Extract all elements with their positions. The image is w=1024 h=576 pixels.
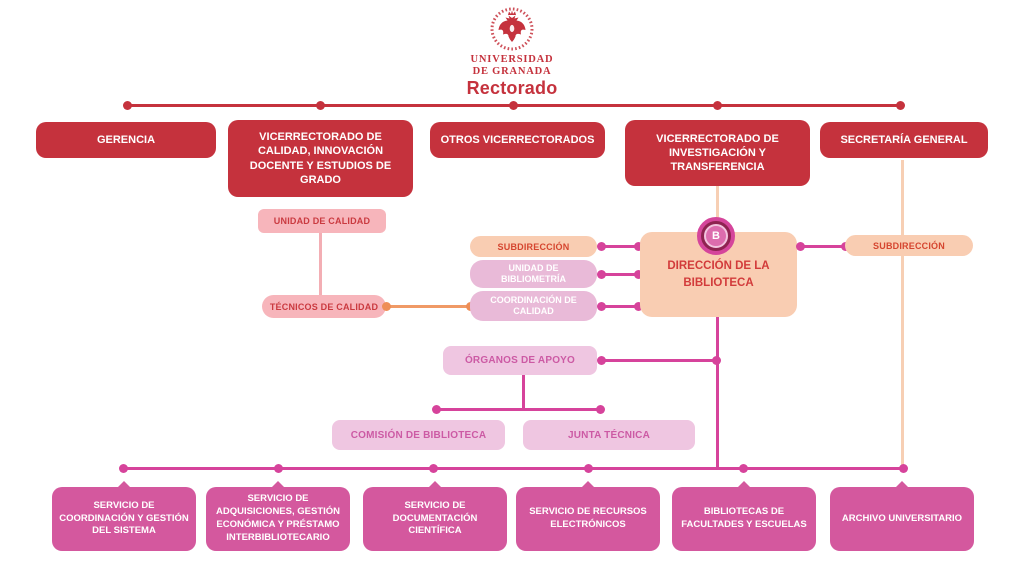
node-servicio-adquisiciones: [206, 487, 350, 551]
connector-dot: [597, 270, 606, 279]
notch: [737, 481, 751, 488]
connector-dot: [796, 242, 805, 251]
node-label: SERVICIO DE ADQUISICIONES, GESTIÓN ECONÓMICA Y PRÉSTAMO INTERBIBLIOTECARIO: [215, 493, 341, 543]
node-secretaria-general: SECRETARÍA GENERAL: [820, 122, 988, 158]
organos-vertical-line: [522, 375, 525, 409]
node-unidad-de-calidad: UNIDAD DE CALIDAD: [258, 209, 386, 233]
node-otros-vicerrectorados: OTROS VICERRECTORADOS: [430, 122, 605, 158]
connector-dot: [596, 405, 605, 414]
connector-dot: [316, 101, 325, 110]
connector-dot: [382, 302, 391, 311]
node-label: SERVICIO DE DOCUMENTACIÓN CIENTÍFICA: [392, 499, 478, 537]
connector-dot: [119, 464, 128, 473]
subdireccion-drop-line: [901, 256, 904, 468]
notch: [117, 481, 131, 488]
connector-dot: [713, 101, 722, 110]
connector-dot: [896, 101, 905, 110]
connector-dot: [432, 405, 441, 414]
university-name: [0, 54, 1024, 78]
node-servicio-documentacion: [363, 487, 507, 551]
node-subdireccion-left: SUBDIRECCIÓN: [470, 236, 597, 257]
node-tecnicos-de-calidad: TÉCNICOS DE CALIDAD: [262, 295, 386, 318]
node-unidad-de-bibliometria: UNIDAD DE BIBLIOMETRÍA: [470, 260, 597, 288]
organos-spread-line: [436, 408, 600, 411]
node-vicerrectorado-investigacion: VICERRECTORADO DE INVESTIGACIÓN Y TRANSFERENCIA: [625, 120, 810, 186]
connector-dot: [509, 101, 518, 110]
node-label: ARCHIVO UNIVERSITARIO: [841, 512, 963, 524]
node-servicio-coordinacion: [52, 487, 196, 551]
node-junta-tecnica: JUNTA TÉCNICA: [523, 420, 695, 450]
connector-dot: [712, 356, 721, 365]
services-trunk-line: [123, 467, 903, 470]
connector-dot: [597, 356, 606, 365]
notch: [428, 481, 442, 488]
connector-dot: [597, 302, 606, 311]
notch: [271, 481, 285, 488]
connector-dot: [597, 242, 606, 251]
connector-dot: [739, 464, 748, 473]
connector-dot: [274, 464, 283, 473]
node-direccion-biblioteca: DIRECCIÓN DE LA BIBLIOTECA: [640, 232, 797, 317]
biblioteca-badge: [697, 217, 735, 255]
orange-link-line: [386, 305, 470, 308]
university-name-line1: UNIVERSIDAD: [470, 54, 554, 65]
organos-link-line: [598, 359, 717, 362]
node-bibliotecas-facultades: [672, 487, 816, 551]
connector-dot: [899, 464, 908, 473]
node-subdireccion-right: SUBDIRECCIÓN: [845, 235, 973, 256]
connector-dot: [429, 464, 438, 473]
direccion-drop-line: [716, 317, 719, 468]
node-label: SERVICIO DE RECURSOS ELECTRÓNICOS: [529, 506, 647, 530]
investigacion-drop-line: [716, 186, 719, 218]
connector-dot: [123, 101, 132, 110]
notch: [895, 481, 909, 488]
calidad-vertical-line: [319, 233, 322, 295]
node-organos-de-apoyo: ÓRGANOS DE APOYO: [443, 346, 597, 375]
connector-dot: [584, 464, 593, 473]
rectorado-title: Rectorado: [466, 78, 558, 98]
node-label: BIBLIOTECAS DE FACULTADES Y ESCUELAS: [681, 506, 807, 530]
node-gerencia: GERENCIA: [36, 122, 216, 158]
node-label: SERVICIO DE COORDINACIÓN Y GESTIÓN DEL SISTEMA: [59, 499, 189, 537]
ugr-crest-icon: [489, 6, 535, 52]
university-name-line2: DE GRANADA: [472, 66, 552, 78]
secretaria-drop-line: [901, 160, 904, 235]
notch: [581, 481, 595, 488]
node-archivo-universitario: [830, 487, 974, 551]
node-vicerrectorado-calidad: VICERRECTORADO DE CALIDAD, INNOVACIÓN DOCENTE Y ESTUDIOS DE GRADO: [228, 120, 413, 197]
node-servicio-recursos: [516, 487, 660, 551]
biblioteca-badge-letter: B: [704, 224, 728, 248]
node-coordinacion-de-calidad: COORDINACIÓN DE CALIDAD: [470, 291, 597, 321]
node-comision-de-biblioteca: COMISIÓN DE BIBLIOTECA: [332, 420, 505, 450]
